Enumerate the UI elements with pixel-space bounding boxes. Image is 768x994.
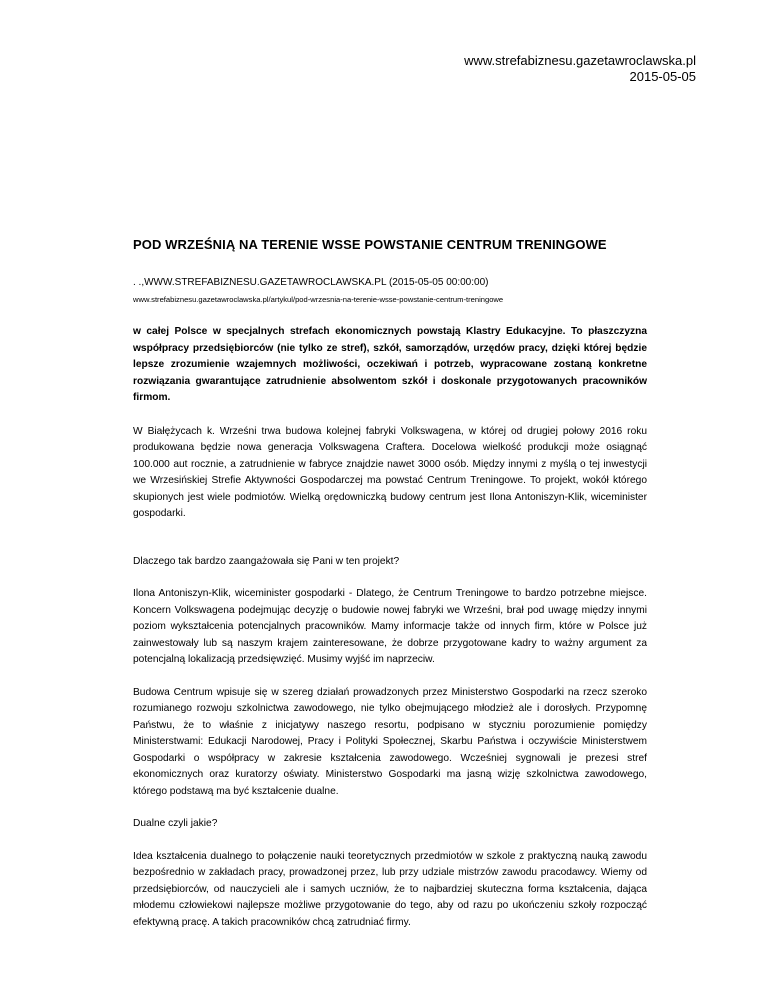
- article-url: www.strefabiznesu.gazetawroclawska.pl/artykul/pod-wrzesnia-na-terenie-wsse-powstanie-centrum-treningowe: [133, 295, 504, 304]
- page-header: [464, 53, 696, 85]
- article-lead: w całej Polsce w specjalnych strefach ekonomicznych powstają Klastry Edukacyjne. To płaszczyzna współpracy przedsiębiorców (nie tylko ze stref), szkół, samorządów, urzędów pracy, dzięki której będzie lepsze zrozumienie wzajemnych możliwości, oczekiwań i potrzeb, wypracowane zostaną konkretne rozwiązania gwarantujące zatrudnienie absolwentom szkół i doskonale przygotowanych pracowników firmom.: [133, 326, 647, 403]
- article-title: POD WRZEŚNIĄ NA TERENIE WSSE POWSTANIE CENTRUM TRENINGOWE: [133, 237, 607, 252]
- paragraph-1: W Białężycach k. Wrześni trwa budowa kolejnej fabryki Volkswagena, w której od drugiej połowy 2016 roku produkowana będzie nowa generacja Volkswagena Craftera. Docelowa wielkość produkcji może osiągnąć 100.000 aut rocznie, a zatrudnienie w fabryce znajdzie nawet 3000 osób. Między innymi z myślą o tej inwestycji we Wrzesińskiej Strefie Aktywności Gospodarczej ma powstać Centrum Treningowe. To projekt, wokół którego skupionych jest wiele podmiotów. Wielką orędowniczką budowy centrum jest Ilona Antoniszyn-Klik, wiceminister gospodarki.: [133, 425, 647, 519]
- article: [133, 236, 647, 947]
- header-date: 2015-05-05: [629, 69, 696, 84]
- answer-1: Ilona Antoniszyn-Klik, wiceminister gospodarki - Dlatego, że Centrum Treningowe to bardzo potrzebne miejsce. Koncern Volkswagena podejmując decyzję o budowie nowej fabryki we Wrześni, brał pod uwagę między innymi poziom wykształcenia potencjalnych pracowników. Mamy informacje także od innych firm, które w Polsce już zainwestowały lub są naszym krajem zainteresowane, że dobrze przygotowane kadry to ważny argument za potencjalną lokalizacją przedsięwzięć. Musimy wyjść im naprzeciw.: [133, 588, 647, 665]
- question-1: Dlaczego tak bardzo zaangażowała się Pani w ten projekt?: [133, 555, 400, 567]
- question-2: Dualne czyli jakie?: [133, 818, 218, 829]
- answer-2: Idea kształcenia dualnego to połączenie nauki teoretycznych przedmiotów w szkole z praktyczną nauką zawodu bezpośrednio w zakładach pracy, prowadzonej przez, lub przy udziale mistrzów zawodu pracodawcy. Wiemy od przedsiębiorców, od nauczycieli ale i samych uczniów, że to najbardziej skuteczna forma kształcenia, dająca młodemu człowiekowi najlepsze możliwe przygotowanie do tego, aby od razu po ukończeniu szkoły rozpocząć efektywną pracę. A takich pracowników chcą zatrudniać firmy.: [133, 850, 647, 928]
- article-source: . .,WWW.STREFABIZNESU.GAZETAWROCLAWSKA.PL (2015-05-05 00:00:00): [133, 277, 489, 288]
- header-site: www.strefabiznesu.gazetawroclawska.pl: [464, 53, 696, 68]
- paragraph-2: Budowa Centrum wpisuje się w szereg działań prowadzonych przez Ministerstwo Gospodarki na rzecz szeroko rozumianego rozwoju szkolnictwa zawodowego, nie tylko obejmującego młodzież ale i dorosłych. Przypomnę Państwu, że to właśnie z inicjatywy naszego resortu, podpisano w styczniu porozumienie pomiędzy Ministerstwami: Edukacji Narodowej, Pracy i Polityki Społecznej, Skarbu Państwa i oczywiście Ministerstwem Gospodarki o współpracy w zakresie kształcenia zawodowego. Wcześniej sygnowali je prezesi stref ekonomicznych oraz kuratorzy oświaty. Ministerstwo Gospodarki ma jasną wizję szkolnictwa zawodowego, którego podstawą ma być kształcenie dualne.: [133, 686, 647, 797]
